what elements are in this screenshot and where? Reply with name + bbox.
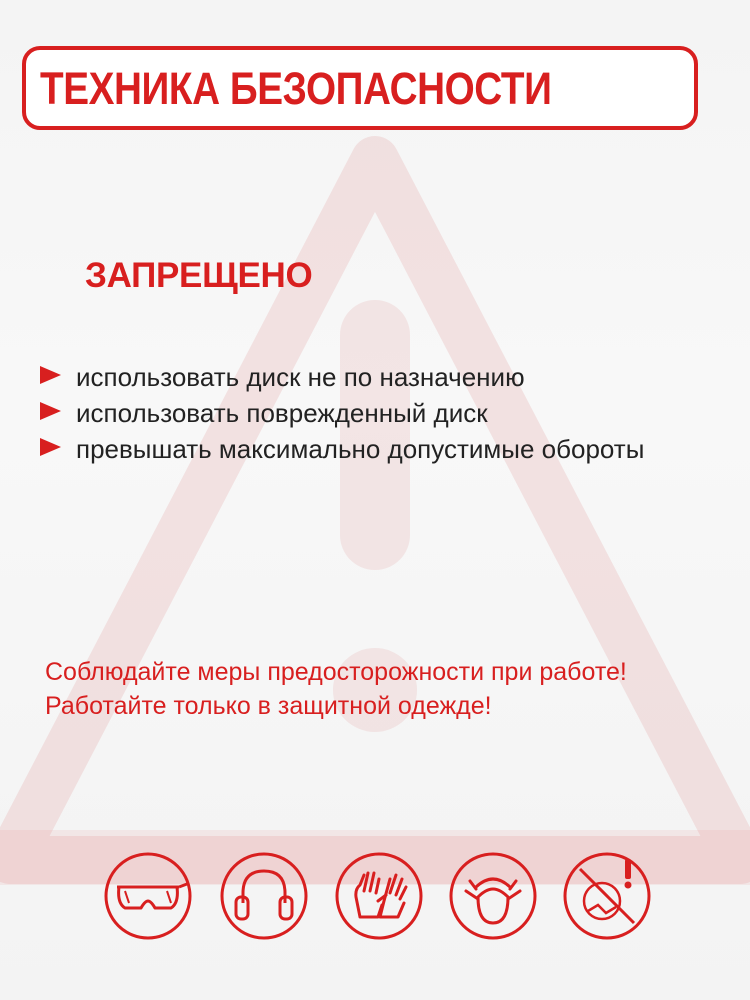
list-item-text: использовать диск не по назначению [76,362,525,392]
prohibited-list [40,362,644,470]
list-item [40,434,644,470]
no-damaged-disc-icon [562,851,652,941]
list-item-text: превышать максимально допустимые обороты [76,434,645,464]
ppe-icons-row [103,851,663,941]
safety-goggles-icon [103,851,193,941]
warning-text-1: Соблюдайте меры предосторожности при работе! [45,658,627,686]
page-title: ТЕХНИКА БЕЗОПАСНОСТИ [40,63,552,114]
ear-protection-icon [219,851,309,941]
list-item [40,398,644,434]
list-item-text: использовать поврежденный диск [76,398,488,428]
protective-gloves-icon [334,851,424,941]
list-item [40,362,644,398]
arrow-bullet-icon [40,402,61,420]
respirator-mask-icon [448,851,538,941]
warning-text-2: Работайте только в защитной одежде! [45,692,492,720]
arrow-bullet-icon [40,438,61,456]
arrow-bullet-icon [40,366,61,384]
prohibited-heading: ЗАПРЕЩЕНО [85,256,313,295]
